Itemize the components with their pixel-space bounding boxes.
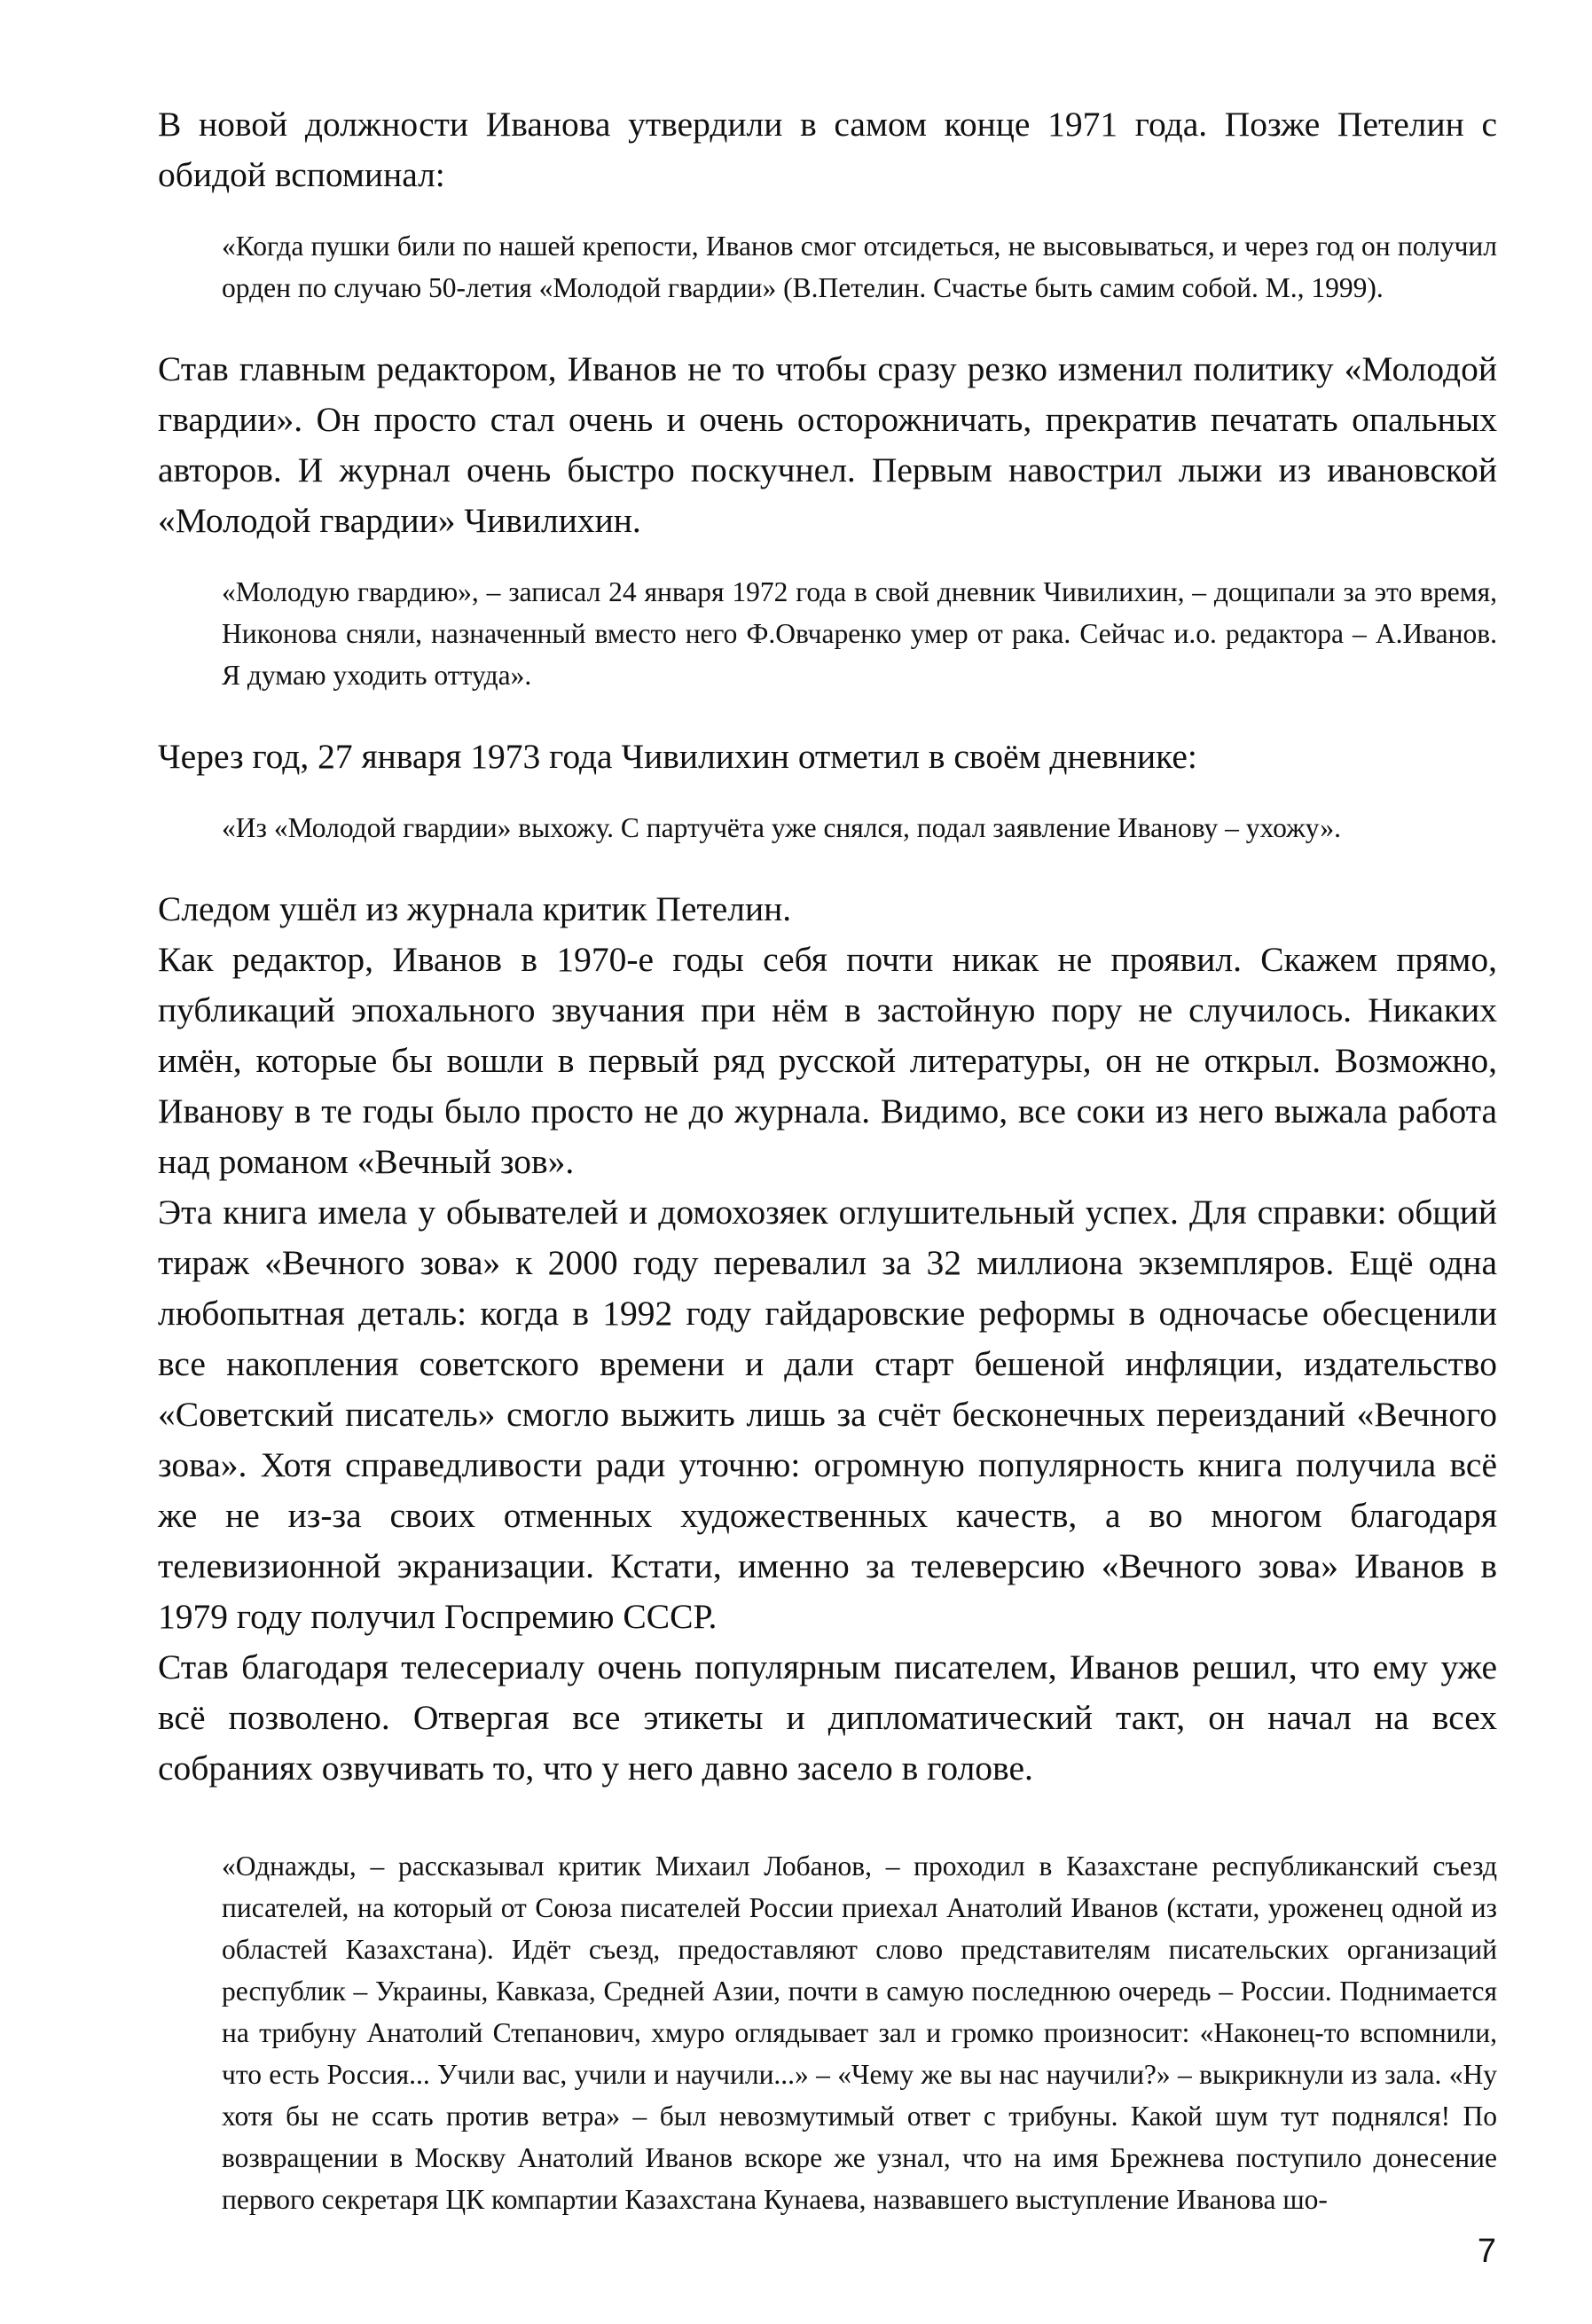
body-paragraph: Как редактор, Иванов в 1970-е годы себя почти никак не проявил. Скажем прямо, публикаций эпохального звучания при нём в застойную пору не случилось. Никаких имён, которые бы вошли в первый ряд русской литературы, он не открыл. Возможно, Иванову в те годы было просто не до журнала. Видимо, все соки из него выжала работа над романом «Вечный зов».: [158, 940, 1497, 1181]
quote-paragraph: «Молодую гвардию», – записал 24 января 1972 года в свой дневник Чивилихин, – дощипали за это время, Никонова сняли, назначенный вместо него Ф.Овчаренко умер от рака. Сейчас и.о. редактора – А.Иванов. Я думаю уходить оттуда».: [222, 576, 1497, 691]
quote-paragraph: «Когда пушки били по нашей крепости, Иванов смог отсидеться, не высовываться, и через год он получил орден по случаю 50-летия «Молодой гвардии» (В.Петелин. Счастье быть самим собой. М., 1999).: [222, 231, 1497, 303]
body-paragraph: Став благодаря телесериалу очень популярным писателем, Иванов решил, что ему уже всё позволено. Отвергая все этикеты и дипломатический такт, он начал на всех собраниях озвучивать то, что у него давно засело в голове.: [158, 1647, 1497, 1788]
page-number: 7: [1477, 2233, 1496, 2270]
body-paragraph: В новой должности Иванова утвердили в самом конце 1971 года. Позже Петелин с обидой вспоминал:: [158, 105, 1497, 194]
body-paragraph: Следом ушёл из журнала критик Петелин.: [158, 889, 792, 928]
quote-paragraph: «Из «Молодой гвардии» выхожу. С партучёта уже снялся, подал заявление Иванову – ухожу».: [222, 812, 1341, 843]
body-paragraph: Эта книга имела у обывателей и домохозяек оглушительный успех. Для справки: общий тираж «Вечного зова» к 2000 году перевалил за 32 миллиона экземпляров. Ещё одна любопытная деталь: когда в 1992 году гайдаровские реформы в одночасье обесценили все накопления советского времени и дали старт бешеной инфляции, издательство «Советский писатель» смогло выжить лишь за счёт бесконечных переизданий «Вечного зова». Хотя справедливости ради уточню: огромную популярность книга получила всё же не из-за своих отменных художественных качеств, а во многом благодаря телевизионной экранизации. Кстати, именно за телеверсию «Вечного зова» Иванов в 1979 году получил Госпремию СССР.: [158, 1193, 1497, 1636]
body-paragraph: Став главным редактором, Иванов не то чтобы сразу резко изменил политику «Молодой гвардии». Он просто стал очень и очень осторожничать, прекратив печатать опальных авторов. И журнал очень быстро поскучнел. Первым навострил лыжи из ивановской «Молодой гвардии» Чивилихин.: [158, 349, 1497, 540]
quote-paragraph: «Однажды, – рассказывал критик Михаил Лобанов, – проходил в Казахстане республиканский съезд писателей, на который от Союза писателей России приехал Анатолий Иванов (кстати, уроженец одной из областей Казахстана). Идёт съезд, предоставляют слово представителям писательских организаций республик – Украины, Кавказа, Средней Азии, почти в самую последнюю очередь – России. Поднимается на трибуну Анатолий Степанович, хмуро оглядывает зал и громко произносит: «Наконец-то вспомнили, что есть Россия... Учили вас, учили и научили...» – «Чему же вы нас научили?» – выкрикнули из зала. «Ну хотя бы не ссать против ветра» – был невозмутимый ответ с трибуны. Какой шум тут поднялся! По возвращении в Москву Анатолий Иванов вскоре же узнал, что на имя Брежнева поступило донесение первого секретаря ЦК компартии Казахстана Кунаева, назвавшего выступление Иванова шо-: [222, 1851, 1497, 2215]
body-paragraph: Через год, 27 января 1973 года Чивилихин отметил в своём дневнике:: [158, 737, 1197, 776]
page-content: [158, 99, 1497, 2220]
